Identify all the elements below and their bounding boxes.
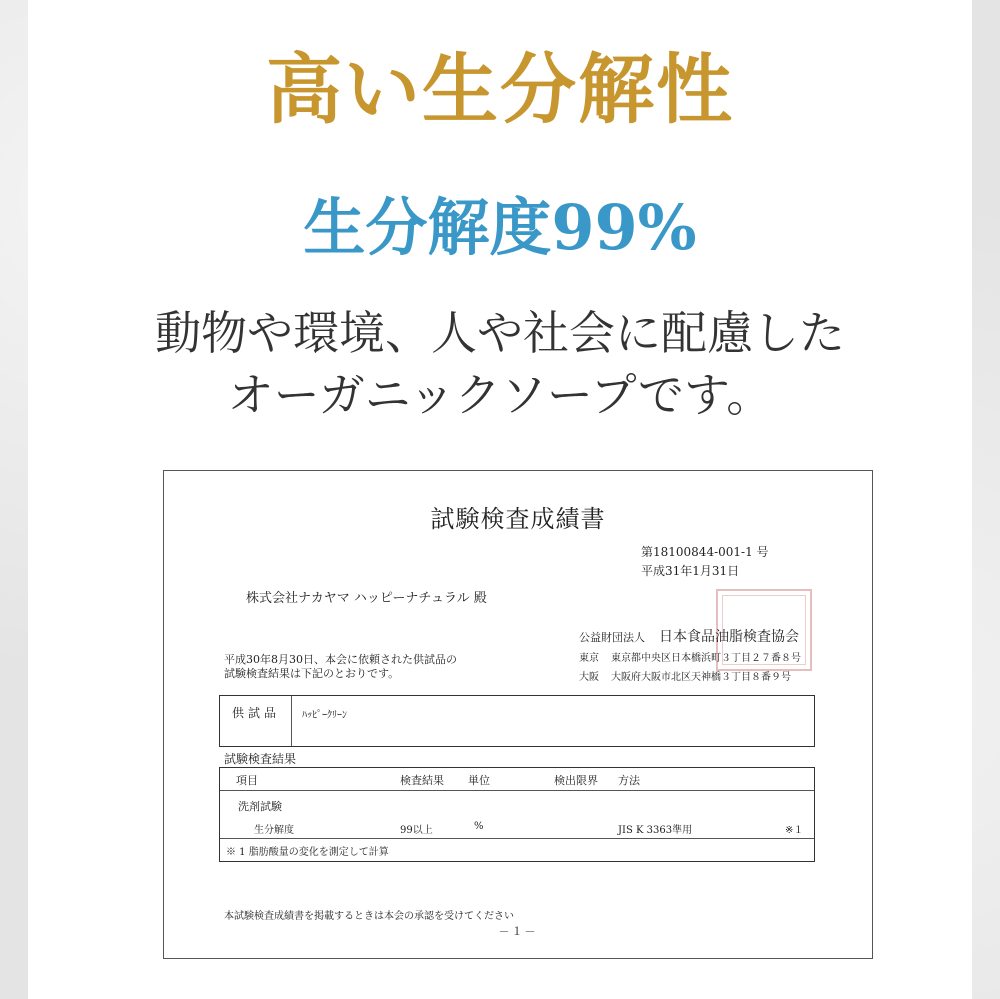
address-tokyo-label: 東京 [579,653,599,664]
address-osaka-label: 大阪 [579,672,599,683]
document-addressee: 株式会社ナカヤマ ハッピーナチュラル 殿 [246,591,487,606]
column-header-result: 検査結果 [400,774,444,787]
document-date: 平成31年1月31日 [641,564,740,578]
description-line-1: 動物や環境、人や社会に配慮した [155,306,845,360]
sample-label: 供試品 [232,706,281,720]
footer-note: 本試験検査成績書を掲載するときは本会の承認を受けてください [224,911,514,922]
row-reference: ※１ [785,825,804,836]
test-certificate-document [163,470,873,959]
page-number: －１－ [498,925,538,938]
row-item: 生分解度 [254,825,294,836]
intro-line-1: 平成30年8月30日、本会に依頼された供試品の [224,653,457,666]
issuer-kind: 公益財団法人 [579,631,645,644]
results-table [219,767,815,862]
subheadline: 生分解度99% [303,191,697,264]
sample-value: ﾊｯﾋﾟｰｸﾘｰﾝ [302,710,347,721]
results-heading: 試験検査結果 [224,752,297,766]
address-osaka: 大阪府大阪市北区天神橋３丁目８番９号 [611,672,791,683]
column-header-method: 方法 [618,774,640,787]
description-line-2: オーガニックソープです。 [227,368,773,422]
column-header-unit: 単位 [468,774,490,787]
issuer-name: 日本食品油脂検査協会 [659,629,799,645]
sample-box [219,695,815,747]
row-result: 99以上 [400,825,433,836]
column-header-limit: 検出限界 [554,774,598,787]
table-row-category: 洗剤試験 [238,800,282,813]
row-method: JIS K 3363準用 [618,825,693,836]
headline: 高い生分解性 [266,45,734,134]
document-title: 試験検査成績書 [430,505,606,533]
column-header-item: 項目 [236,774,258,787]
intro-line-2: 試験検査結果は下記のとおりです。 [224,667,400,680]
document-number: 第18100844-001-1 号 [641,545,769,559]
table-note: ※ 1 脂肪酸量の変化を測定して計算 [226,847,389,858]
description [28,302,972,426]
content-card [28,0,972,999]
row-unit: % [474,821,484,832]
address-tokyo: 東京都中央区日本橋浜町３丁目２７番８号 [611,653,801,664]
